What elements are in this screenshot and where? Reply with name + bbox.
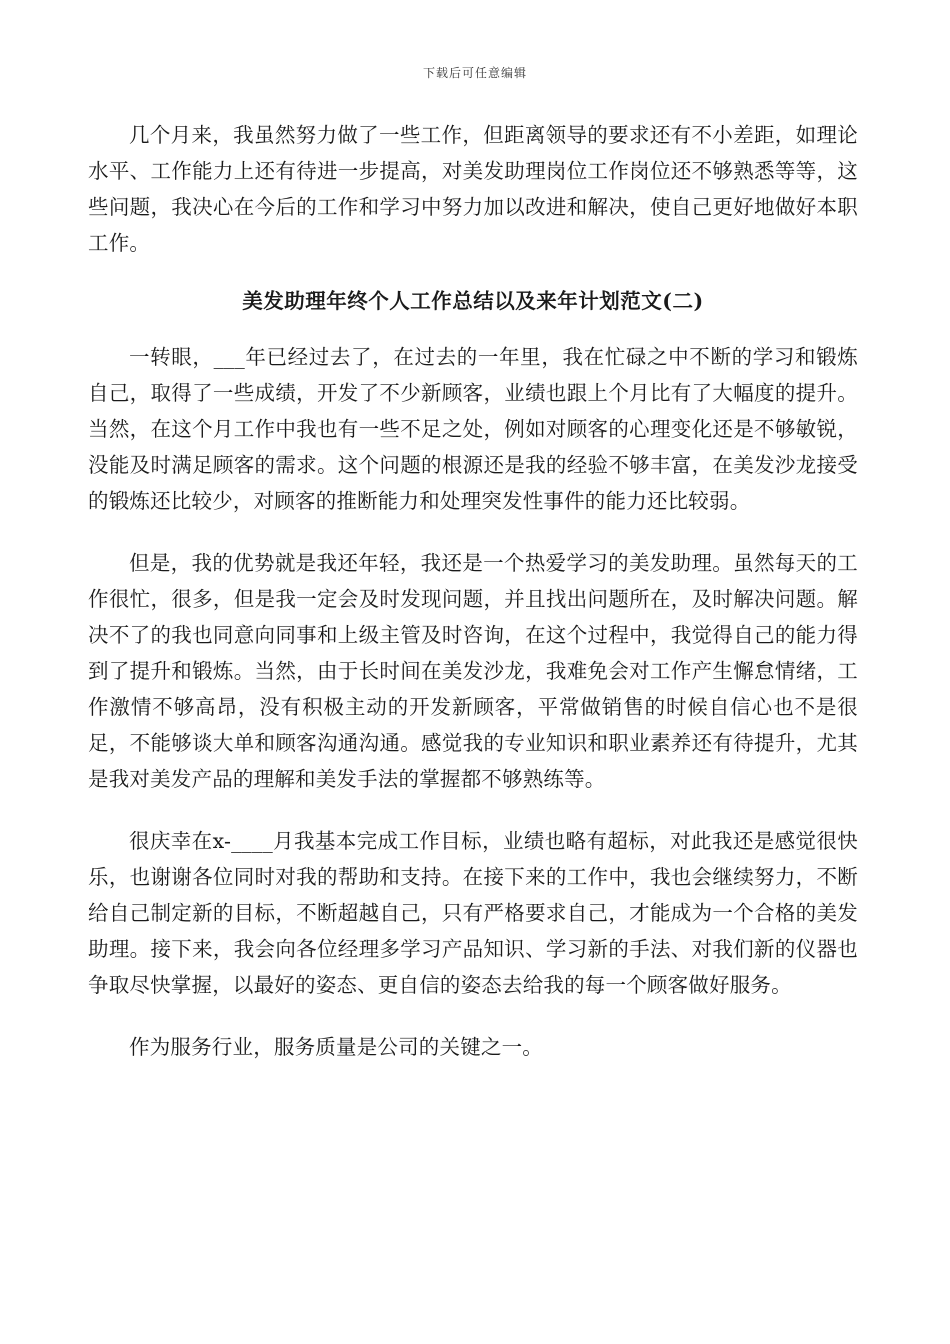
paragraph-spacer [88,519,858,545]
paragraph-2: 一转眼，___年已经过去了，在过去的一年里，我在忙碌之中不断的学习和锻炼自己，取得了一些成绩，开发了不少新顾客，业绩也跟上个月比有了大幅度的提升。当然，在这个月工作中我也有一些不足之处，例如对顾客的心理变化还是不够敏锐，没能及时满足顾客的需求。这个问题的根源还是我的经验不够丰富，在美发沙龙接受的锻炼还比较少，对顾客的推断能力和处理突发性事件的能力还比较弱。 [88,345,858,513]
paragraph-spacer [88,1003,858,1029]
paragraph-3: 但是，我的优势就是我还年轻，我还是一个热爱学习的美发助理。虽然每天的工作很忙，很多，但是我一定会及时发现问题，并且找出问题所在，及时解决问题。解决不了的我也同意向同事和上级主管及时咨询，在这个过程中，我觉得自己的能力得到了提升和锻炼。当然，由于长时间在美发沙龙，我难免会对工作产生懈怠情绪，工作激情不够高昂，没有积极主动的开发新顾客，平常做销售的时候自信心也不是很足，不能够谈大单和顾客沟通沟通。感觉我的专业知识和职业素养还有待提升，尤其是我对美发产品的理解和美发手法的掌握都不够熟练等。 [88,551,858,791]
section-title: 美发助理年终个人工作总结以及来年计划范文(二) [242,289,704,313]
document-body [88,117,858,1065]
paragraph-4: 很庆幸在x-____月我基本完成工作目标，业绩也略有超标，对此我还是感觉很快乐，也谢谢各位同时对我的帮助和支持。在接下来的工作中，我也会继续努力，不断给自己制定新的目标，不断超越自己，只有严格要求自己，才能成为一个合格的美发助理。接下来，我会向各位经理多学习产品知识、学习新的手法、对我们新的仪器也争取尽快掌握，以最好的姿态、更自信的姿态去给我的每一个顾客做好服务。 [88,829,858,997]
page-header: 下载后可任意编辑 [422,66,527,80]
paragraph-spacer [88,797,858,823]
paragraph-5: 作为服务行业，服务质量是公司的关键之一。 [129,1035,543,1059]
paragraph-1: 几个月来，我虽然努力做了一些工作，但距离领导的要求还有不小差距，如理论水平、工作能力上还有待进一步提高，对美发助理岗位工作岗位还不够熟悉等等，这些问题，我决心在今后的工作和学习中努力加以改进和解决，使自己更好地做好本职工作。 [88,123,858,255]
